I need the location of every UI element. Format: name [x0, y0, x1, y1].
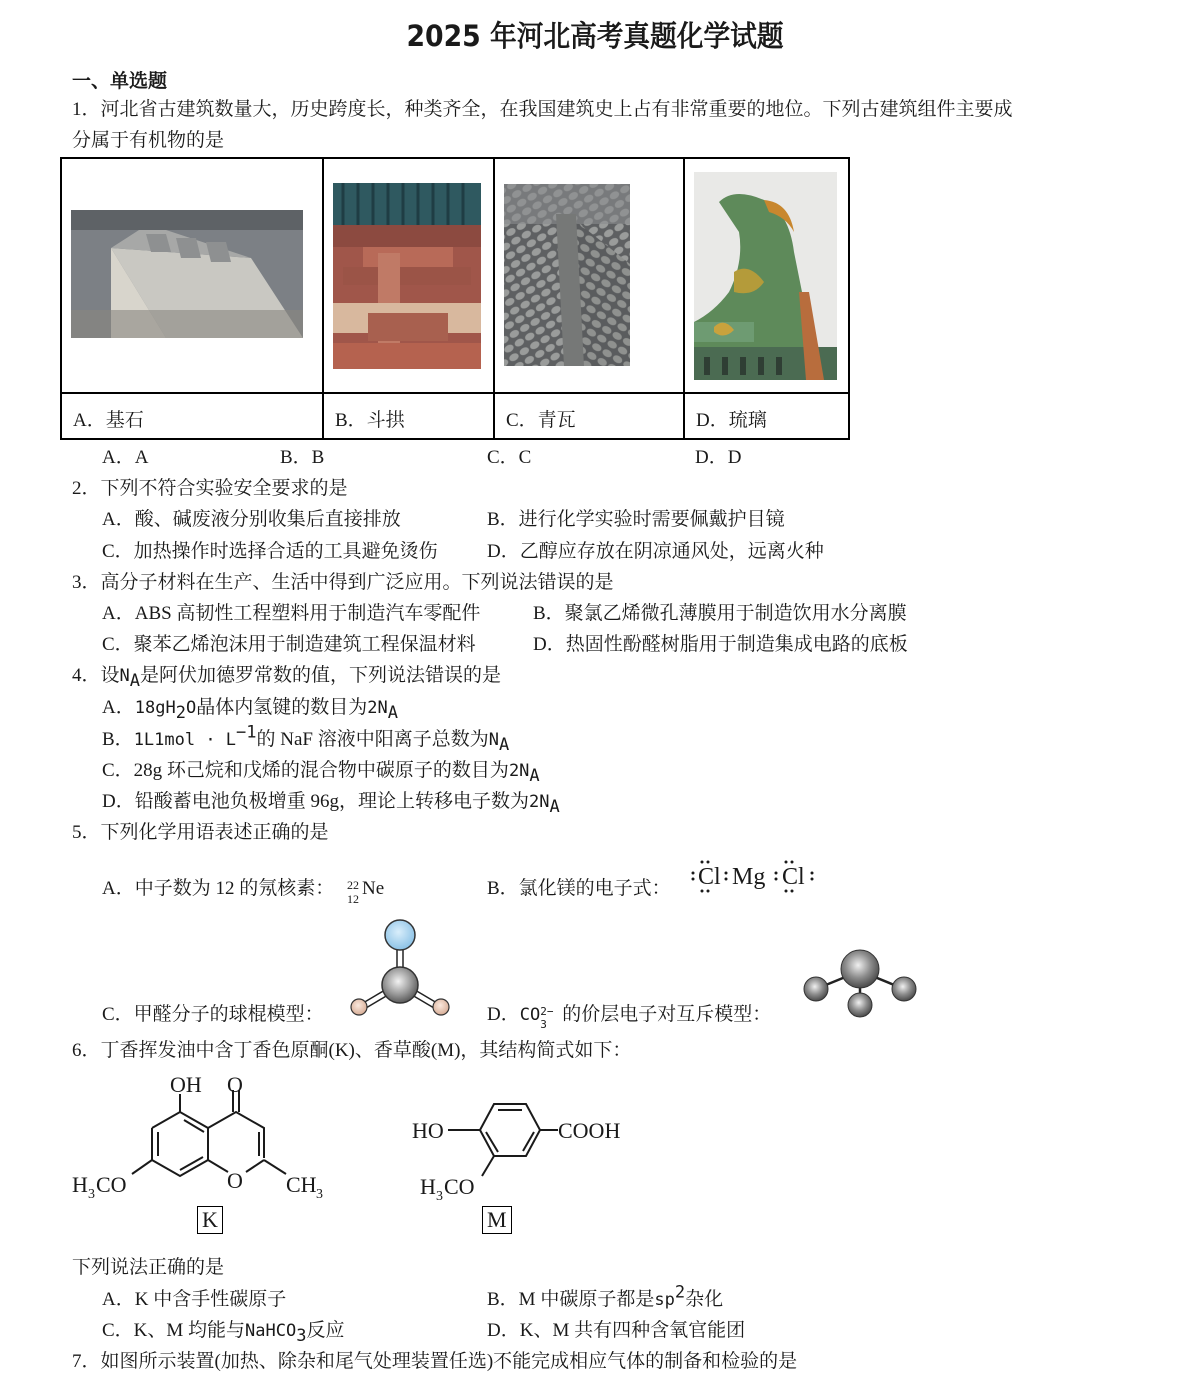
formula: NaHCO	[245, 1321, 297, 1341]
subscript: A	[549, 796, 560, 817]
subscript: 2	[175, 702, 186, 723]
svg-text:CO: CO	[96, 1172, 127, 1197]
superscript: 2−	[540, 1005, 554, 1018]
na-symbol: N	[119, 666, 130, 686]
option-text: 的 NaF 溶液中阳离子总数为	[256, 729, 489, 750]
compound-k-label	[197, 1206, 223, 1234]
q1-option-c[interactable]: C．C	[487, 447, 532, 468]
svg-text:CO: CO	[444, 1174, 475, 1199]
svg-text:H: H	[420, 1174, 436, 1199]
q6-option-a[interactable]: A．K 中含手性碳原子	[102, 1289, 287, 1310]
na-subscript: A	[129, 670, 141, 691]
q5-option-d[interactable]	[487, 1003, 772, 1031]
q3-stem: 3．高分子材料在生产、生活中得到广泛应用。下列说法错误的是	[72, 572, 614, 593]
formula: sp	[654, 1290, 675, 1310]
option-text: A．中子数为 12 的氖核素：	[102, 878, 335, 899]
stone-steps-photo	[71, 210, 303, 338]
option-letter: B．	[102, 729, 134, 750]
option-text: 的价层电子对互斥模型：	[562, 1004, 772, 1025]
svg-text:O: O	[227, 1168, 243, 1193]
superscript: 2	[674, 1282, 686, 1303]
svg-text:HO: HO	[412, 1118, 444, 1143]
formaldehyde-ball-stick-model	[345, 915, 455, 1030]
compound-m-structure	[408, 1090, 638, 1215]
svg-text:Cl: Cl	[698, 864, 721, 890]
q4-stem-post: 是阿伏加德罗常数的值，下列说法错误的是	[140, 665, 502, 686]
q6-stem: 6．丁香挥发油中含丁香色原酮(K)、香草酸(M)，其结构简式如下：	[72, 1040, 632, 1061]
q4-option-d[interactable]	[102, 790, 560, 817]
q5-stem: 5．下列化学用语表述正确的是	[72, 822, 329, 843]
q2-stem: 2．下列不符合实验安全要求的是	[72, 478, 348, 499]
q7-stem: 7．如图所示装置(加热、除杂和尾气处理装置任选)不能完成相应气体的制备和检验的是	[72, 1351, 798, 1372]
q1-option-b[interactable]: B．B	[280, 447, 325, 468]
q1-stem-line2: 分属于有机物的是	[72, 130, 225, 151]
svg-text:O: O	[227, 1072, 243, 1097]
k-label-box: K	[197, 1206, 223, 1234]
q5-option-c[interactable]: C．甲醛分子的球棍模型：	[102, 1004, 324, 1025]
subscript: A	[387, 702, 398, 723]
q1-option-d[interactable]: D．D	[695, 447, 742, 468]
svg-text:CH: CH	[286, 1172, 317, 1197]
q6-option-b[interactable]	[487, 1282, 724, 1312]
ion-formula: CO	[519, 1005, 541, 1025]
grey-tile-roof-photo	[504, 184, 630, 366]
q1-cell-a-label: A．基石	[73, 410, 144, 431]
svg-text:Cl: Cl	[782, 864, 805, 890]
element-symbol: Ne	[361, 878, 385, 899]
atomic-number: 12	[346, 892, 359, 906]
q3-option-c[interactable]: C．聚苯乙烯泡沫用于制造建筑工程保温材料	[102, 634, 476, 655]
formula: 2N	[508, 761, 530, 781]
q5-option-a[interactable]	[102, 877, 391, 906]
q3-option-a[interactable]: A．ABS 高韧性工程塑料用于制造汽车零配件	[102, 603, 481, 624]
q4-stem	[72, 664, 502, 691]
page-title: 2025 年河北高考真题化学试题	[406, 19, 784, 53]
dougong-bracket-photo	[333, 183, 481, 369]
q6-option-d[interactable]: D．K、M 共有四种含氧官能团	[487, 1320, 746, 1341]
q1-cell-b-label: B．斗拱	[335, 410, 405, 431]
q2-option-a[interactable]: A．酸、碱废液分别收集后直接排放	[102, 509, 401, 530]
subscript: A	[529, 765, 540, 786]
option-letter: A．	[102, 697, 135, 718]
q1-stem-line1: 1．河北省古建筑数量大，历史跨度长，种类齐全，在我国建筑史上占有非常重要的地位。下列古建筑组件主要成	[72, 99, 1013, 120]
q3-option-b[interactable]: B．聚氯乙烯微孔薄膜用于制造饮用水分离膜	[533, 603, 907, 624]
formula: 2N	[367, 698, 388, 718]
q2-option-d[interactable]: D．乙醇应存放在阴凉通风处，远离火种	[487, 541, 824, 562]
svg-text:3: 3	[436, 1189, 443, 1204]
q5-option-b[interactable]	[487, 877, 671, 901]
q1-option-a[interactable]: A．A	[102, 447, 149, 468]
formula: 2N	[528, 792, 550, 812]
subscript: 3	[540, 1018, 547, 1031]
svg-text:3: 3	[316, 1187, 323, 1202]
q3-option-d[interactable]: D．热固性酚醛树脂用于制造集成电路的底板	[533, 634, 908, 655]
formula: 18gH	[134, 698, 176, 718]
svg-text:Mg: Mg	[732, 864, 766, 890]
option-text: 杂化	[685, 1289, 724, 1310]
vsepr-model	[800, 945, 920, 1030]
q2-option-c[interactable]: C．加热操作时选择合适的工具避免烫伤	[102, 541, 438, 562]
q4-option-b[interactable]	[102, 722, 510, 755]
superscript: −1	[236, 722, 257, 743]
formula: N	[488, 730, 500, 750]
ion-charge	[540, 1003, 562, 1031]
glazed-dragon-ornament-photo	[694, 172, 837, 380]
q1-image-table	[60, 157, 850, 440]
q1-cell-c-label: C．青瓦	[506, 410, 576, 431]
option-text: 反应	[306, 1320, 345, 1341]
formula: 1L1mol · L	[133, 730, 237, 750]
m-label-box: M	[482, 1206, 512, 1234]
formula: O	[185, 698, 197, 718]
q6-option-c[interactable]	[102, 1319, 345, 1346]
option-text: B．氯化镁的电子式：	[487, 878, 671, 899]
q2-option-b[interactable]: B．进行化学实验时需要佩戴护目镜	[487, 509, 785, 530]
option-letter: D．	[487, 1004, 520, 1025]
q4-option-a[interactable]	[102, 696, 398, 723]
subscript: 3	[296, 1325, 307, 1346]
svg-text:OH: OH	[170, 1072, 202, 1097]
option-text: B．M 中碳原子都是	[487, 1289, 655, 1310]
option-text: 晶体内氢键的数目为	[196, 697, 368, 718]
q1-cell-d-label: D．琉璃	[696, 410, 767, 431]
nuclide-notation	[346, 877, 391, 906]
electron-dot-formula	[690, 860, 820, 903]
subscript: A	[499, 734, 510, 755]
section-heading: 一、单选题	[72, 70, 168, 92]
svg-text:COOH: COOH	[558, 1118, 621, 1143]
svg-text:H: H	[72, 1172, 88, 1197]
mass-number: 22	[346, 878, 359, 892]
svg-text:3: 3	[88, 1187, 95, 1202]
q6-prompt: 下列说法正确的是	[72, 1257, 225, 1278]
q4-option-c[interactable]	[102, 759, 540, 786]
q4-stem-pre: 4．设	[72, 665, 120, 686]
option-text: C．K、M 均能与	[102, 1320, 246, 1341]
compound-m-label	[482, 1206, 512, 1234]
option-text: D．铅酸蓄电池负极增重 96g，理论上转移电子数为	[102, 791, 529, 812]
option-text: C．28g 环己烷和戊烯的混合物中碳原子的数目为	[102, 760, 509, 781]
